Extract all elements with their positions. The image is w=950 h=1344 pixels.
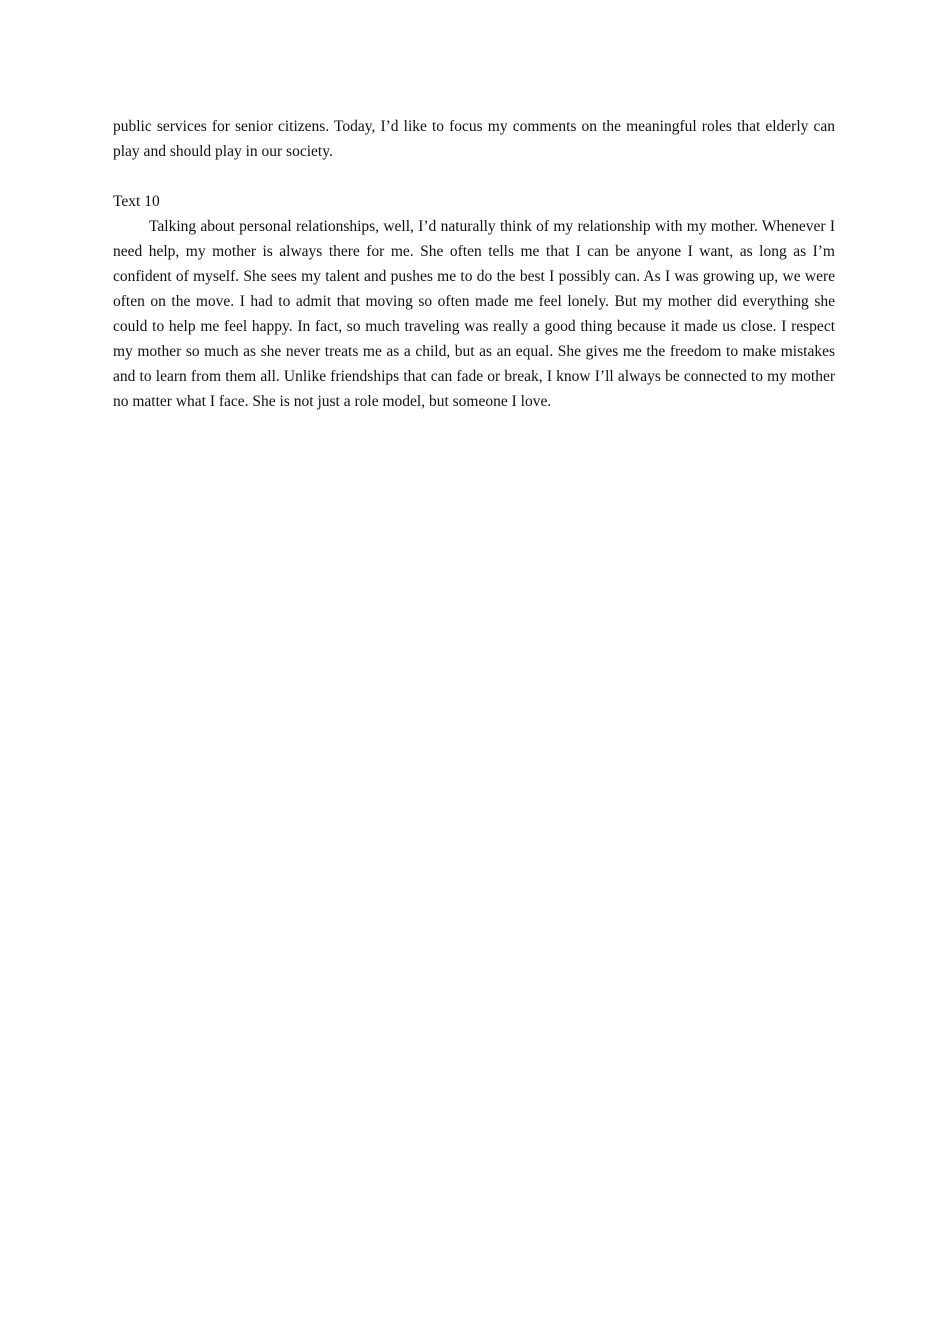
body-paragraph: Talking about personal relationships, well, I’d naturally think of my relationship with my mother. Whenever I need help, my mother is always there for me. She often tells me that I can be anyone I want, as long as I’m confident of myself. She sees my talent and pushes me to do the best I possibly can. As I was growing up, we were often on the move. I had to admit that moving so often made me feel lonely. But my mother did everything she could to help me feel happy. In fact, so much traveling was really a good thing because it made us close. I respect my mother so much as she never treats me as a child, but as an equal. She gives me the freedom to make mistakes and to learn from them all. Unlike friendships that can fade or break, I know I’ll always be connected to my mother no matter what I face. She is not just a role model, but someone I love. [113,218,835,410]
paragraph-spacer [113,164,835,189]
document-body [113,114,835,414]
section-title: Text 10 [113,193,160,210]
intro-paragraph: public services for senior citizens. Today, I’d like to focus my comments on the meaningful roles that elderly can play and should play in our society. [113,118,835,160]
